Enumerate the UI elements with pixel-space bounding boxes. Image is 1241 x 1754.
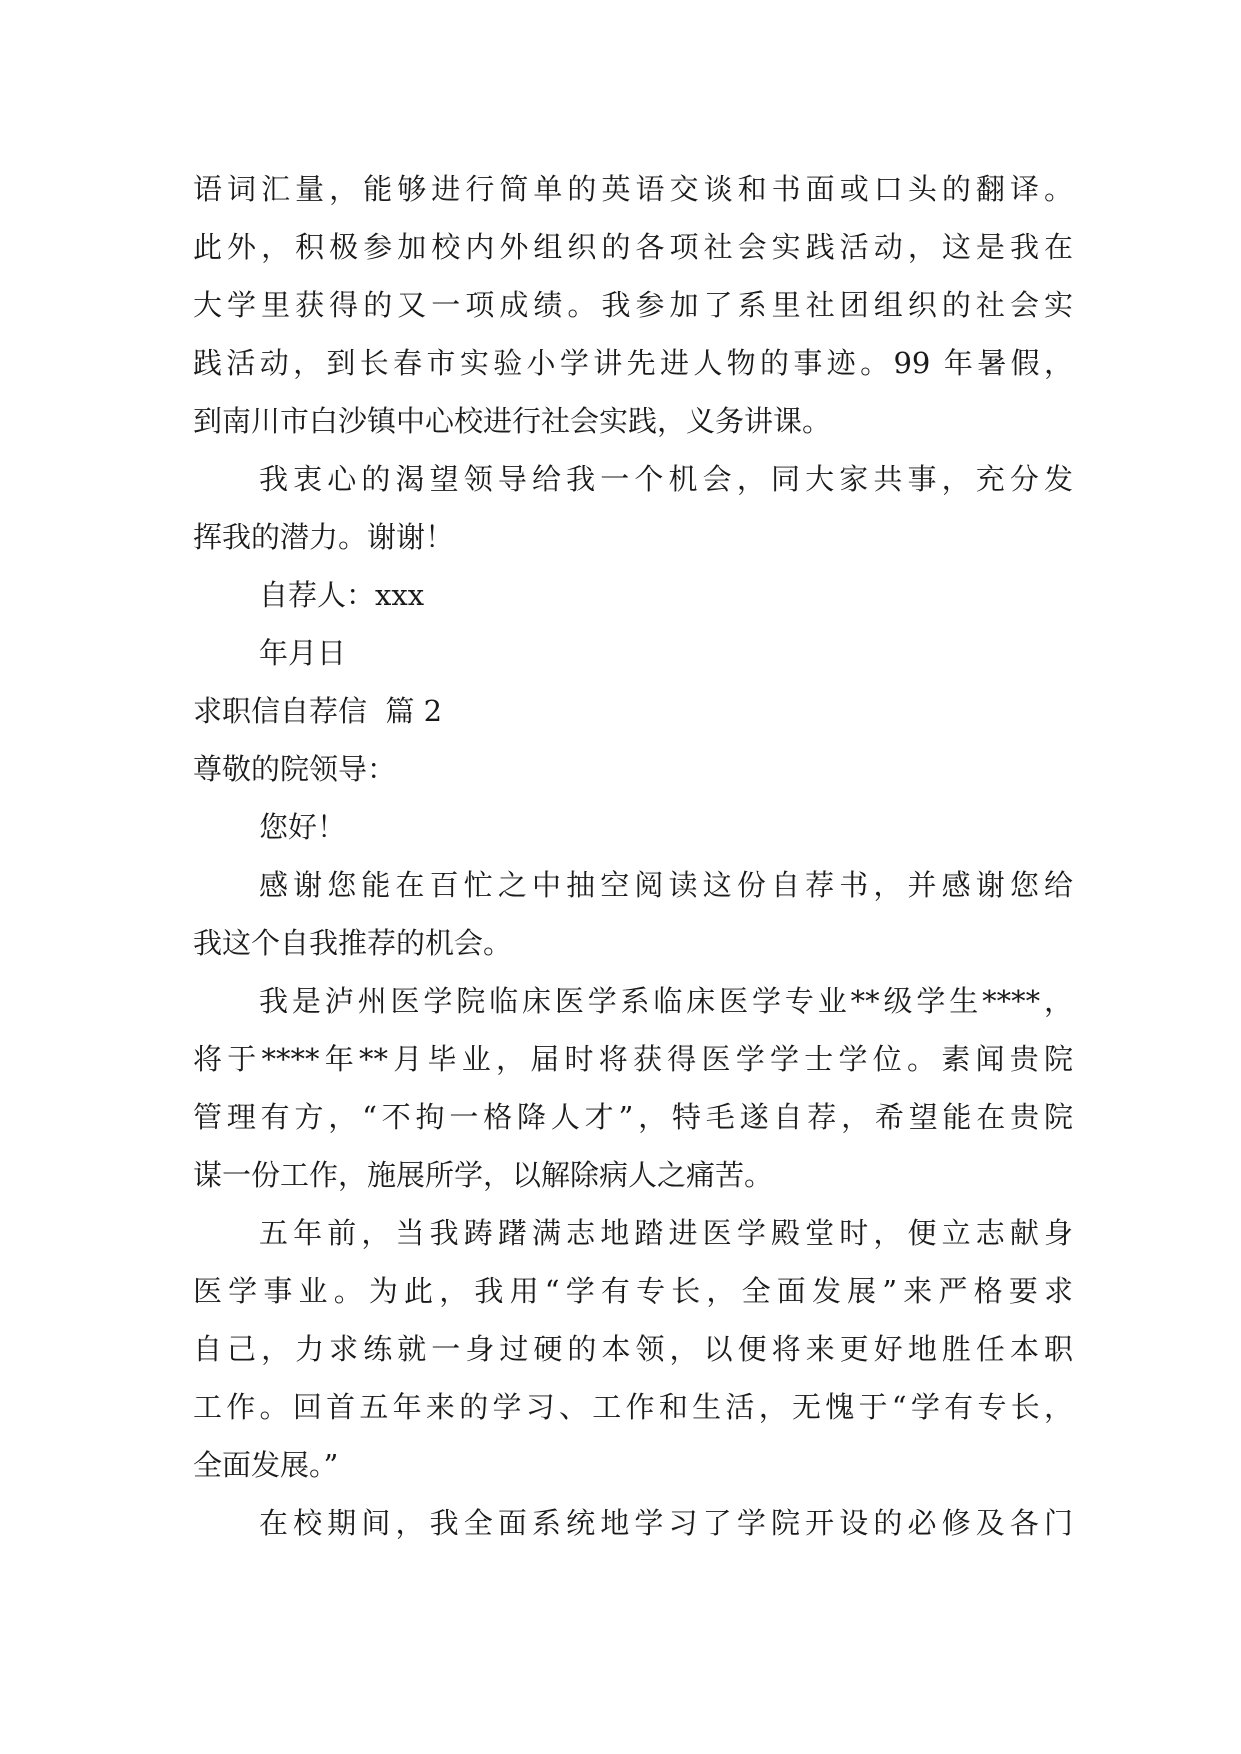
date-line: 年月日 bbox=[259, 636, 347, 670]
section-heading: 求职信自荐信 篇 2 bbox=[193, 694, 443, 728]
paragraph-start-line: 在校期间，我全面系统地学习了学院开设的必修及各门 bbox=[259, 1506, 1073, 1540]
signature-line: 自荐人：xxx bbox=[259, 578, 425, 612]
greeting: 您好！ bbox=[259, 810, 347, 844]
text-line: 我这个自我推荐的机会。 bbox=[193, 926, 513, 960]
text-line: 医学事业。为此，我用“学有专长，全面发展”来严格要求 bbox=[193, 1274, 1073, 1308]
text-line: 工作。回首五年来的学习、工作和生活，无愧于“学有专长， bbox=[193, 1390, 1073, 1424]
text-line: 此外，积极参加校内外组织的各项社会实践活动，这是我在 bbox=[193, 230, 1073, 264]
text-line: 语词汇量，能够进行简单的英语交谈和书面或口头的翻译。 bbox=[193, 172, 1073, 206]
text-line: 到南川市白沙镇中心校进行社会实践，义务讲课。 bbox=[193, 404, 832, 438]
text-line: 大学里获得的又一项成绩。我参加了系里社团组织的社会实 bbox=[193, 288, 1073, 322]
text-line: 自己，力求练就一身过硬的本领，以便将来更好地胜任本职 bbox=[193, 1332, 1073, 1366]
text-line: 全面发展。” bbox=[193, 1448, 339, 1482]
document-body bbox=[193, 160, 1073, 1552]
paragraph-start-line: 五年前，当我踌躇满志地踏进医学殿堂时，便立志献身 bbox=[259, 1216, 1073, 1250]
salutation: 尊敬的院领导： bbox=[193, 752, 397, 786]
text-line: 管理有方，“不拘一格降人才”，特毛遂自荐，希望能在贵院 bbox=[193, 1100, 1073, 1134]
text-line: 挥我的潜力。谢谢！ bbox=[193, 520, 455, 554]
paragraph-start-line: 我是泸州医学院临床医学系临床医学专业**级学生****， bbox=[259, 984, 1073, 1018]
text-line: 践活动，到长春市实验小学讲先进人物的事迹。99 年暑假， bbox=[193, 346, 1073, 380]
paragraph-start-line: 我衷心的渴望领导给我一个机会，同大家共事，充分发 bbox=[259, 462, 1073, 496]
paragraph-start-line: 感谢您能在百忙之中抽空阅读这份自荐书，并感谢您给 bbox=[259, 868, 1073, 902]
text-line: 谋一份工作，施展所学，以解除病人之痛苦。 bbox=[193, 1158, 774, 1192]
text-line: 将于****年**月毕业，届时将获得医学学士学位。素闻贵院 bbox=[193, 1042, 1073, 1076]
